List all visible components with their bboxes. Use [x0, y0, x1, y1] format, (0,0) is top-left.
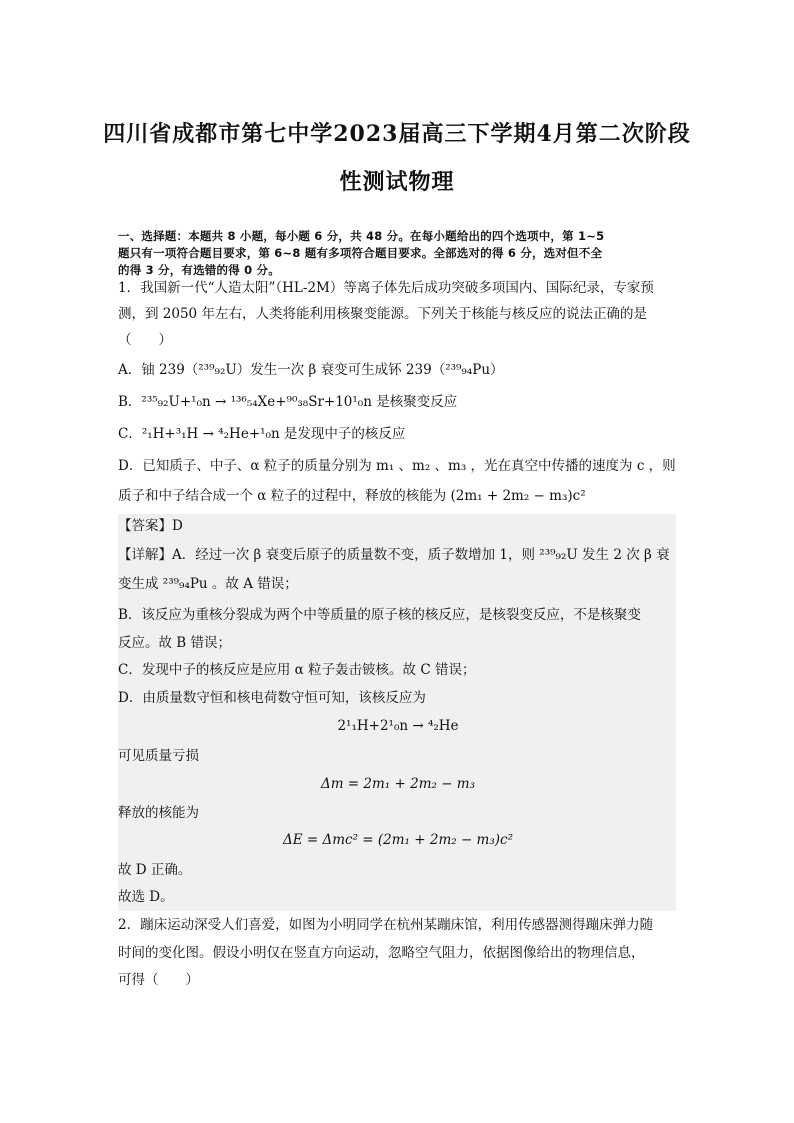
explanation-line-8: 释放的核能为 [118, 805, 199, 821]
explanation-line-9: 故 D 正确。 [118, 862, 192, 878]
q1-stem-line-3: （ ） [118, 332, 172, 348]
equation-energy: ΔE = Δmc² = (2m₁ + 2m₂ − m₃)c² [282, 832, 514, 848]
answer-label: 【答案】D [118, 518, 183, 534]
explanation-line-1: 【详解】A．经过一次 β 衰变后原子的质量数不变，质子数增加 1，则 ²³⁹₉₂U 发生 2 次 β 衰 [118, 547, 670, 563]
explanation-line-10: 故选 D。 [118, 889, 174, 905]
q1-option-b: B．²³⁵₉₂U+¹₀n → ¹³⁶₅₄Xe+⁹⁰₃₈Sr+10¹₀n 是核聚变反应 [118, 394, 458, 410]
q2-stem-line-1: 2．蹦床运动深受人们喜爱，如图为小明同学在杭州某蹦床馆，利用传感器测得蹦床弹力随 [118, 917, 654, 933]
section-heading-line-2: 题只有一项符合题目要求，第 6~8 题有多项符合题目要求。全部选对的得 6 分，选对但不全 [118, 246, 603, 260]
explanation-line-2: 变生成 ²³⁹₉₄Pu 。故 A 错误； [118, 576, 298, 592]
explanation-line-4: 反应。故 B 错误； [118, 635, 232, 651]
q1-stem-line-2: 测，到 2050 年左右，人类将能利用核聚变能源。下列关于核能与核反应的说法正确的是 [118, 306, 647, 322]
section-heading-line-3: 的得 3 分，有选错的得 0 分。 [118, 263, 280, 277]
doc-title-line-1: 四川省成都市第七中学2023届高三下学期4月第二次阶段 [103, 121, 691, 147]
doc-title-line-2: 性测试物理 [339, 169, 455, 195]
equation-mass-defect: Δm = 2m₁ + 2m₂ − m₃ [320, 776, 476, 792]
explanation-line-3: B．该反应为重核分裂成为两个中等质量的原子核的核反应，是核裂变反应，不是核聚变 [118, 607, 641, 623]
section-heading-line-1: 一、选择题：本题共 8 小题，每小题 6 分，共 48 分。在每小题给出的四个选项中，第 1~5 [118, 229, 605, 243]
q1-option-a: A．铀 239（²³⁹₉₂U）发生一次 β 衰变可生成钚 239（²³⁹₉₄Pu） [118, 362, 504, 378]
q1-stem-line-1: 1．我国新一代“人造太阳”（HL-2M）等离子体先后成功突破多项国内、国际纪录，专家预 [118, 280, 654, 296]
explanation-line-5: C．发现中子的核反应是应用 α 粒子轰击铍核。故 C 错误； [118, 662, 476, 678]
q2-stem-line-3: 可得（ ） [118, 972, 199, 988]
q2-stem-line-2: 时间的变化图。假设小明仅在竖直方向运动，忽略空气阻力，依据图像给出的物理信息， [118, 945, 645, 961]
explanation-line-7: 可见质量亏损 [118, 748, 199, 764]
equation-reaction: 2¹₁H+2¹₀n → ⁴₂He [337, 718, 459, 734]
q1-option-d-line-2: 质子和中子结合成一个 α 粒子的过程中，释放的核能为 (2m₁ + 2m₂ − m₃)c² [118, 488, 586, 504]
q1-option-c: C．²₁H+³₁H → ⁴₂He+¹₀n 是发现中子的核反应 [118, 426, 406, 442]
explanation-line-6: D．由质量数守恒和核电荷数守恒可知，该核反应为 [118, 690, 426, 706]
q1-option-d-line-1: D．已知质子、中子、α 粒子的质量分别为 m₁ 、m₂ 、m₃ ，光在真空中传播的速度为 c ，则 [118, 458, 676, 474]
